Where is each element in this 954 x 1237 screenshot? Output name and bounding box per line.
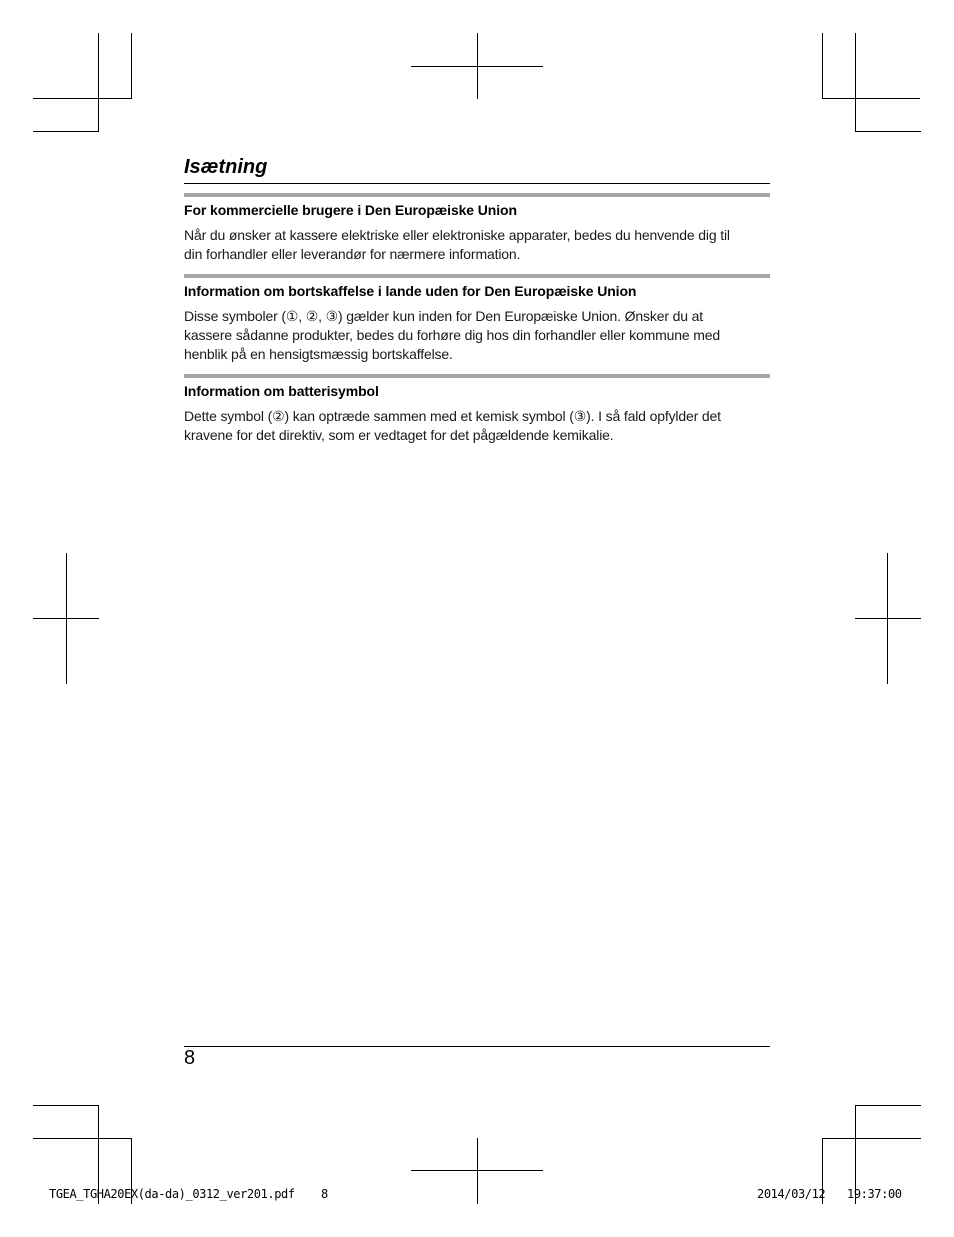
body-line: henblik på en hensigtsmæssig bortskaffelse. [184, 346, 453, 362]
crop-mark [411, 1170, 543, 1171]
section-divider [184, 193, 770, 197]
crop-mark [33, 98, 131, 99]
body-line: din forhandler eller leverandør for nærmere information. [184, 246, 521, 262]
print-slug-page: 8 [321, 1187, 328, 1201]
crop-mark [822, 98, 920, 99]
body-line: Når du ønsker at kassere elektriske eller elektroniske apparater, bedes du henvende dig til [184, 227, 730, 243]
page-title: Isætning [184, 156, 268, 178]
section-body [184, 307, 770, 364]
crop-mark [855, 1105, 921, 1106]
body-line: Disse symboler (①, ②, ③) gælder kun inden for Den Europæiske Union. Ønsker du at [184, 308, 703, 324]
crop-mark [33, 1105, 99, 1106]
crop-mark [477, 1138, 478, 1204]
title-divider [184, 183, 770, 184]
crop-mark [855, 618, 921, 619]
crop-mark [98, 33, 99, 131]
section-divider [184, 274, 770, 278]
section-heading: Information om bortskaffelse i lande uden for Den Europæiske Union [184, 283, 637, 299]
body-line: Dette symbol (②) kan optræde sammen med et kemisk symbol (③). I så fald opfylder det [184, 408, 721, 424]
section-body [184, 407, 770, 445]
section-body [184, 226, 770, 264]
print-slug-filename: TGEA_TGHA20EX(da-da)_0312_ver201.pdf [49, 1187, 295, 1201]
print-slug-time: 19:37:00 [847, 1187, 902, 1201]
crop-mark [33, 618, 99, 619]
crop-mark [33, 131, 99, 132]
crop-mark [33, 1138, 131, 1139]
section-divider [184, 374, 770, 378]
body-line: kassere sådanne produkter, bedes du forhøre dig hos din forhandler eller kommune med [184, 327, 721, 343]
crop-mark [822, 1138, 921, 1139]
crop-mark [855, 33, 856, 131]
page-number: 8 [184, 1047, 196, 1069]
crop-mark [411, 66, 543, 67]
crop-mark [131, 33, 132, 99]
body-line: kravene for det direktiv, som er vedtaget for det pågældende kemikalie. [184, 427, 614, 443]
section-heading: For kommercielle brugere i Den Europæiske Union [184, 202, 517, 218]
crop-mark [855, 131, 921, 132]
section-heading: Information om batterisymbol [184, 383, 379, 399]
footer-divider [184, 1046, 770, 1047]
crop-mark [822, 33, 823, 99]
print-slug-date: 2014/03/12 [757, 1187, 826, 1201]
